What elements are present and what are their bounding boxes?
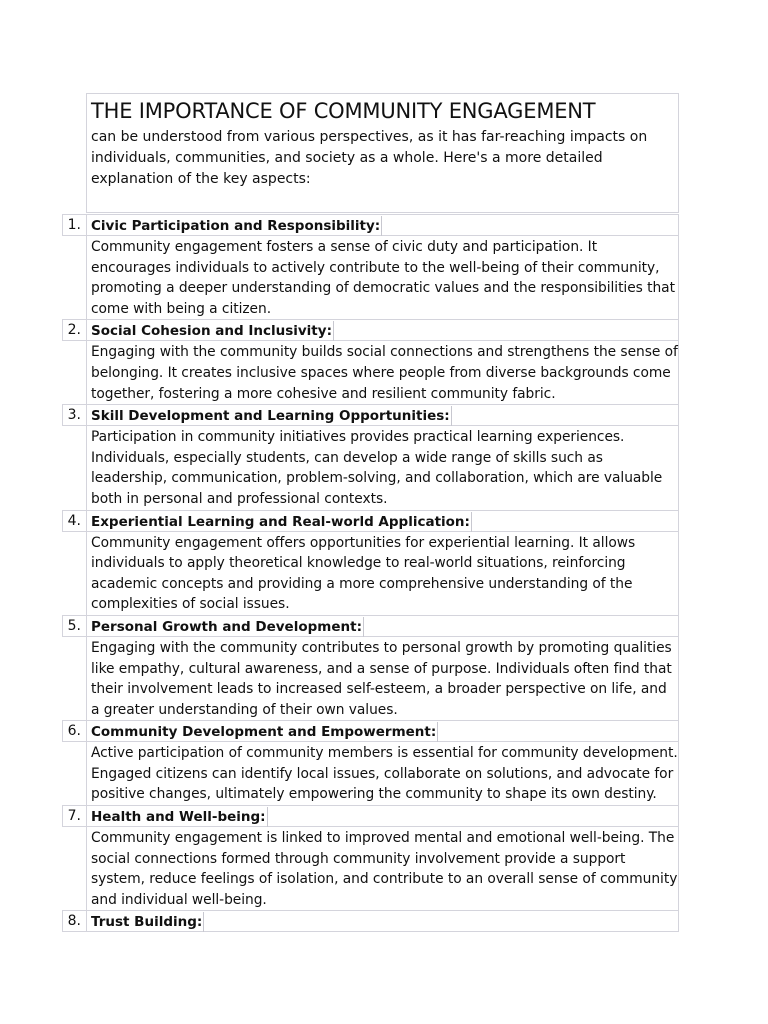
document-title: THE IMPORTANCE OF COMMUNITY ENGAGEMENT xyxy=(91,99,596,123)
list-item-body: Community engagement fosters a sense of civic duty and participation. It encourages individuals to actively contribute to the well-being of their community, promoting a deeper understanding of democratic values and the responsibilities that come with being a citizen. xyxy=(91,239,675,317)
list-item-body: Participation in community initiatives provides practical learning experiences. Individuals, especially students, can develop a wide range of skills such as leadership, communication, problem-solving, and collaboration, which are valuable both in personal and professional contexts. xyxy=(91,429,663,507)
intro-paragraph: can be understood from various perspectives, as it has far-reaching impacts on individuals, communities, and society as a whole. Here's a more detailed explanation of the key aspects: xyxy=(91,129,648,187)
list-item-number: 5. xyxy=(67,617,81,634)
list-item xyxy=(62,319,679,404)
list-item-body-row xyxy=(86,637,679,720)
list-item-heading-row xyxy=(62,510,679,532)
list-item-heading: Personal Growth and Development: xyxy=(91,618,362,635)
list-item-heading-cell xyxy=(86,320,678,340)
list-item-heading-cell xyxy=(86,616,678,636)
list-item xyxy=(62,805,679,910)
list-item-heading-row xyxy=(62,805,679,827)
list-item-body-row xyxy=(86,341,679,404)
list-item-body: Community engagement offers opportunities for experiential learning. It allows individuals to apply theoretical knowledge to real-world situations, reinforcing academic concepts and providing a more comprehensive understanding of the complexities of social issues. xyxy=(91,534,636,613)
list-item xyxy=(62,510,679,615)
list-item-heading-cell xyxy=(86,721,678,741)
list-item-heading: Skill Development and Learning Opportunities: xyxy=(91,408,450,425)
list-item-heading-cell xyxy=(86,405,678,425)
list-item-number: 7. xyxy=(67,808,81,825)
list-item-body: Active participation of community members is essential for community development. Engaged citizens can identify local issues, collaborate on solutions, and advocate for positive changes, ultimately empowering the community to shape its own destiny. xyxy=(91,745,678,803)
list-item-body-row xyxy=(86,426,679,509)
list-item xyxy=(62,404,679,509)
list-item-body: Engaging with the community builds social connections and strengthens the sense of belonging. It creates inclusive spaces where people from diverse backgrounds come together, fostering a more cohesive and resilient community fabric. xyxy=(91,344,678,402)
list-item-heading-cell xyxy=(86,911,678,931)
list-item-body: Engaging with the community contributes to personal growth by promoting qualities like empathy, cultural awareness, and a sense of purpose. Individuals often find that their involvement leads to increased self-esteem, a broader perspective on life, and a greater understanding of their own values. xyxy=(91,639,672,718)
list-item-heading: Trust Building: xyxy=(91,914,203,931)
list-item xyxy=(62,615,679,720)
list-item-number: 4. xyxy=(67,512,81,529)
numbered-list xyxy=(62,214,679,932)
list-item-heading-row xyxy=(62,910,679,932)
list-item-number: 6. xyxy=(67,723,81,740)
list-item-number: 1. xyxy=(67,217,81,233)
intro-block xyxy=(86,93,679,213)
list-item-heading-row xyxy=(62,214,679,236)
list-item-heading: Community Development and Empowerment: xyxy=(91,724,437,741)
list-item-heading: Civic Participation and Responsibility: xyxy=(91,218,381,234)
list-item xyxy=(62,910,679,932)
list-item-heading-cell xyxy=(86,806,678,826)
list-item-heading: Health and Well-being: xyxy=(91,809,266,826)
list-item-body: Community engagement is linked to improved mental and emotional well-being. The social connections formed through community involvement provide a support system, reduce feelings of isolation, and contribute to an overall sense of community and individual well-being. xyxy=(91,830,678,908)
list-item-number: 2. xyxy=(67,322,81,339)
list-item xyxy=(62,214,679,319)
list-item-heading-cell xyxy=(86,511,678,531)
list-item-heading-row xyxy=(62,319,679,341)
list-item-heading-row xyxy=(62,615,679,637)
document-page xyxy=(62,93,679,932)
list-item-heading: Social Cohesion and Inclusivity: xyxy=(91,323,332,340)
list-item-heading-row xyxy=(62,720,679,742)
list-item xyxy=(62,720,679,805)
list-item-body-row xyxy=(86,236,679,319)
list-item-number: 3. xyxy=(67,407,81,424)
list-item-body-row xyxy=(86,827,679,910)
list-item-body-row xyxy=(86,532,679,615)
list-item-heading: Experiential Learning and Real-world Application: xyxy=(91,513,470,530)
list-item-heading-row xyxy=(62,404,679,426)
list-item-heading-cell xyxy=(86,215,678,235)
list-item-number: 8. xyxy=(67,913,81,930)
list-item-body-row xyxy=(86,742,679,805)
